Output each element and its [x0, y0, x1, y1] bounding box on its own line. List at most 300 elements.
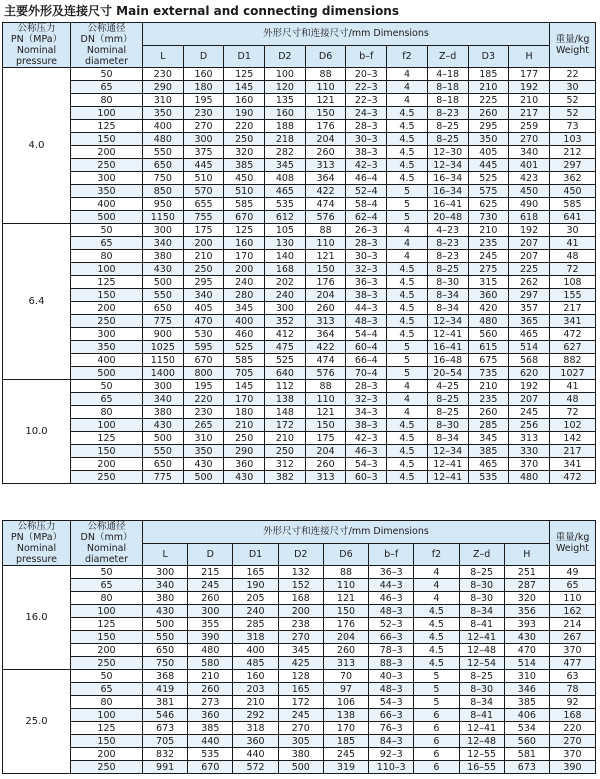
table-cell: 160: [265, 107, 306, 120]
table-cell: 4: [387, 406, 428, 419]
diameter-cell: 100: [71, 605, 143, 618]
column-header: D6: [323, 543, 368, 566]
table-cell: 210: [188, 670, 233, 683]
table-cell: 34–3: [346, 406, 387, 419]
table-cell: 370: [550, 748, 596, 761]
column-header: H: [509, 45, 550, 68]
table-cell: 8–30: [459, 592, 504, 605]
table-cell: 8–25: [459, 566, 504, 579]
diameter-cell: 50: [71, 224, 143, 237]
table-cell: 88: [305, 224, 346, 237]
table-cell: 550: [143, 146, 184, 159]
table-cell: 430: [504, 631, 549, 644]
table-header-row: [3, 23, 596, 46]
diameter-cell: 300: [71, 328, 143, 341]
table-cell: 320: [224, 146, 265, 159]
table-cell: 4.5: [414, 605, 459, 618]
table-cell: 218: [265, 133, 306, 146]
table-cell: 245: [188, 579, 233, 592]
table-cell: 210: [265, 432, 306, 445]
table-cell: 110: [305, 393, 346, 406]
table-row: [3, 120, 596, 133]
table-row: [3, 432, 596, 445]
table-cell: 58–4: [346, 198, 387, 211]
table-cell: 8–25: [459, 670, 504, 683]
table-cell: 477: [550, 657, 596, 670]
table-cell: 381: [143, 696, 188, 709]
table-cell: 30: [550, 81, 596, 94]
diameter-cell: 250: [71, 159, 143, 172]
table-row: [3, 263, 596, 276]
table-cell: 148: [265, 406, 306, 419]
table-cell: 341: [550, 315, 596, 328]
table-cell: 641: [550, 211, 596, 224]
table-row: [3, 644, 596, 657]
table-cell: 210: [468, 224, 509, 237]
table-cell: 12–48: [459, 644, 504, 657]
table-cell: 775: [143, 315, 184, 328]
table-cell: 12–54: [459, 657, 504, 670]
table-cell: 470: [183, 315, 224, 328]
table-cell: 121: [305, 94, 346, 107]
table-cell: 176: [323, 618, 368, 631]
table-cell: 282: [265, 146, 306, 159]
column-header: D1: [224, 45, 265, 68]
table-cell: 615: [468, 341, 509, 354]
table-cell: 312: [265, 458, 306, 471]
table-cell: 345: [224, 302, 265, 315]
column-header: L: [143, 45, 184, 68]
table-cell: 92: [550, 696, 596, 709]
table-cell: 168: [550, 709, 596, 722]
table-cell: 46–3: [369, 592, 414, 605]
table-cell: 250: [183, 263, 224, 276]
table-cell: 204: [305, 445, 346, 458]
table-cell: 66–3: [369, 709, 414, 722]
table-cell: 8–34: [427, 302, 468, 315]
table-body: [3, 68, 596, 484]
table-cell: 16–34: [427, 185, 468, 198]
table-row: [3, 458, 596, 471]
table-cell: 408: [265, 172, 306, 185]
table-cell: 5: [414, 683, 459, 696]
table-cell: 160: [224, 237, 265, 250]
table-cell: 300: [183, 133, 224, 146]
table-cell: 32–3: [346, 263, 387, 276]
table-cell: 175: [183, 224, 224, 237]
table-cell: 73: [550, 120, 596, 133]
table-cell: 420: [468, 302, 509, 315]
diameter-cell: 125: [71, 432, 143, 445]
table-cell: 595: [183, 341, 224, 354]
table-cell: 364: [305, 328, 346, 341]
table-cell: 514: [504, 657, 549, 670]
table-row: [3, 185, 596, 198]
table-row: [3, 198, 596, 211]
table-cell: 185: [468, 68, 509, 81]
column-header: D: [183, 45, 224, 68]
table-cell: 49: [550, 566, 596, 579]
table-cell: 465: [509, 328, 550, 341]
table-cell: 422: [305, 185, 346, 198]
table-cell: 260: [468, 107, 509, 120]
table-cell: 419: [143, 683, 188, 696]
table-row: [3, 302, 596, 315]
table-cell: 350: [468, 133, 509, 146]
table-cell: 406: [504, 709, 549, 722]
table-cell: 125: [224, 68, 265, 81]
table-cell: 16–55: [459, 761, 504, 774]
table-cell: 670: [224, 211, 265, 224]
table-cell: 292: [233, 709, 278, 722]
table-cell: 63: [550, 670, 596, 683]
table-cell: 12–41: [427, 458, 468, 471]
table-cell: 110: [550, 592, 596, 605]
table-cell: 650: [143, 458, 184, 471]
table-body: [3, 566, 596, 774]
table-row: [3, 605, 596, 618]
table-cell: 627: [550, 341, 596, 354]
table-cell: 5: [414, 670, 459, 683]
table-cell: 88: [305, 68, 346, 81]
table-cell: 382: [265, 471, 306, 484]
table-cell: 162: [550, 605, 596, 618]
table-cell: 285: [233, 618, 278, 631]
table-cell: 48: [550, 393, 596, 406]
table-row: [3, 393, 596, 406]
table-row: [3, 761, 596, 774]
table-cell: 585: [550, 198, 596, 211]
table-cell: 480: [188, 644, 233, 657]
table-cell: 300: [143, 566, 188, 579]
table-cell: 550: [143, 445, 184, 458]
table-cell: 54–3: [346, 458, 387, 471]
column-header: b–f: [346, 45, 387, 68]
table-cell: 4.5: [387, 432, 428, 445]
table-cell: 176: [305, 120, 346, 133]
table-cell: 275: [468, 263, 509, 276]
pressure-group-cell: 25.0: [3, 670, 71, 774]
diameter-cell: 400: [71, 198, 143, 211]
column-header: D2: [278, 543, 323, 566]
table-row: [3, 657, 596, 670]
table-cell: 190: [233, 579, 278, 592]
column-header: D: [188, 543, 233, 566]
table-cell: 360: [224, 458, 265, 471]
table-cell: 220: [550, 722, 596, 735]
table-cell: 4.5: [387, 328, 428, 341]
table-cell: 364: [305, 172, 346, 185]
table-row: [3, 696, 596, 709]
table-cell: 48–3: [369, 605, 414, 618]
table-cell: 313: [305, 315, 346, 328]
table-cell: 240: [224, 276, 265, 289]
table-cell: 92–3: [369, 748, 414, 761]
table-cell: 4.5: [387, 471, 428, 484]
table-cell: 4.5: [387, 445, 428, 458]
diameter-cell: 250: [71, 315, 143, 328]
table-header-row: [3, 521, 596, 544]
table-cell: 22: [550, 68, 596, 81]
table-cell: 4: [387, 81, 428, 94]
table-cell: 655: [183, 198, 224, 211]
table-cell: 550: [143, 631, 188, 644]
table-cell: 310: [143, 94, 184, 107]
table-cell: 4.5: [387, 146, 428, 159]
diameter-cell: 300: [71, 172, 143, 185]
table-cell: 475: [265, 341, 306, 354]
dimensions-group-header: 外形尺寸和连接尺寸/mm Dimensions: [143, 23, 550, 46]
table-cell: 210: [468, 81, 509, 94]
table-cell: 525: [224, 341, 265, 354]
table-cell: 4.5: [387, 263, 428, 276]
table-cell: 28–3: [346, 380, 387, 393]
table-cell: 4.5: [387, 159, 428, 172]
table-cell: 150: [305, 107, 346, 120]
table-cell: 4: [414, 579, 459, 592]
table-row: [3, 419, 596, 432]
table-cell: 225: [468, 94, 509, 107]
table-cell: 405: [183, 302, 224, 315]
table-cell: 48–3: [346, 315, 387, 328]
diameter-cell: 65: [71, 393, 143, 406]
table-cell: 450: [509, 185, 550, 198]
table-cell: 177: [509, 68, 550, 81]
table-cell: 16–41: [427, 198, 468, 211]
diameter-cell: 100: [71, 107, 143, 120]
table-cell: 1025: [143, 341, 184, 354]
table-cell: 84–3: [369, 735, 414, 748]
table-cell: 370: [509, 458, 550, 471]
table-cell: 210: [233, 696, 278, 709]
table-cell: 472: [550, 328, 596, 341]
table-cell: 422: [305, 341, 346, 354]
table-cell: 52–4: [346, 185, 387, 198]
table-row: [3, 315, 596, 328]
table-cell: 900: [143, 328, 184, 341]
table-cell: 110–3: [369, 761, 414, 774]
table-cell: 250: [224, 133, 265, 146]
table-cell: 128: [278, 670, 323, 683]
table-cell: 110: [305, 81, 346, 94]
table-cell: 4: [387, 68, 428, 81]
column-header: D2: [265, 45, 306, 68]
table-row: [3, 354, 596, 367]
table-cell: 88: [305, 380, 346, 393]
table-cell: 300: [143, 224, 184, 237]
table-cell: 210: [468, 380, 509, 393]
table-cell: 6: [414, 722, 459, 735]
table-cell: 360: [233, 735, 278, 748]
table-cell: 210: [183, 250, 224, 263]
table-row: [3, 341, 596, 354]
table-cell: 38–3: [346, 289, 387, 302]
table-cell: 217: [550, 445, 596, 458]
table-cell: 750: [143, 657, 188, 670]
table-cell: 105: [265, 224, 306, 237]
table-cell: 121: [323, 592, 368, 605]
table-cell: 155: [550, 289, 596, 302]
table-cell: 205: [233, 592, 278, 605]
table-cell: 140: [265, 250, 306, 263]
table-cell: 12–34: [427, 315, 468, 328]
table-cell: 360: [468, 289, 509, 302]
diameter-cell: 125: [71, 618, 143, 631]
table-cell: 450: [550, 185, 596, 198]
table-cell: 380: [278, 748, 323, 761]
table-cell: 670: [188, 761, 233, 774]
table-cell: 882: [550, 354, 596, 367]
table-cell: 310: [504, 670, 549, 683]
table-cell: 4: [414, 566, 459, 579]
table-cell: 300: [188, 605, 233, 618]
table-cell: 265: [183, 419, 224, 432]
table-cell: 345: [265, 159, 306, 172]
table-cell: 4: [387, 380, 428, 393]
column-header: Z–d: [427, 45, 468, 68]
table-cell: 188: [265, 120, 306, 133]
table-cell: 1150: [143, 211, 184, 224]
table-cell: 1150: [143, 354, 184, 367]
column-header: f2: [414, 543, 459, 566]
table-cell: 260: [305, 458, 346, 471]
table-cell: 270: [183, 120, 224, 133]
table-cell: 400: [233, 644, 278, 657]
table-cell: 480: [509, 471, 550, 484]
table-cell: 46–3: [346, 445, 387, 458]
table-row: [3, 618, 596, 631]
table-row: [3, 81, 596, 94]
table-cell: 245: [278, 709, 323, 722]
table-cell: 202: [265, 276, 306, 289]
table-cell: 192: [509, 81, 550, 94]
table-row: [3, 367, 596, 380]
table-cell: 5: [387, 367, 428, 380]
table-cell: 165: [278, 683, 323, 696]
table-cell: 22–3: [346, 94, 387, 107]
table-cell: 41: [550, 237, 596, 250]
table-cell: 430: [143, 605, 188, 618]
table-cell: 430: [224, 471, 265, 484]
diameter-cell: 500: [71, 367, 143, 380]
diameter-cell: 150: [71, 289, 143, 302]
table-cell: 28–3: [346, 237, 387, 250]
table-cell: 440: [188, 735, 233, 748]
table-row: [3, 133, 596, 146]
diameter-cell: 200: [71, 302, 143, 315]
table-cell: 500: [143, 276, 184, 289]
table-cell: 8–23: [427, 250, 468, 263]
table-cell: 185: [323, 735, 368, 748]
table-cell: 673: [504, 761, 549, 774]
column-header: D1: [233, 543, 278, 566]
table-cell: 375: [183, 146, 224, 159]
table-cell: 38–3: [346, 146, 387, 159]
table-cell: 313: [323, 657, 368, 670]
diameter-cell: 125: [71, 120, 143, 133]
table-cell: 8–41: [459, 709, 504, 722]
table-cell: 350: [143, 107, 184, 120]
table-cell: 650: [143, 302, 184, 315]
table-row: [3, 224, 596, 237]
table-cell: 297: [509, 289, 550, 302]
diameter-cell: 250: [71, 657, 143, 670]
table-cell: 8–23: [427, 107, 468, 120]
table-cell: 70–4: [346, 367, 387, 380]
table-cell: 38–3: [346, 419, 387, 432]
column-header: f2: [387, 45, 428, 68]
table-row: [3, 579, 596, 592]
table-cell: 287: [504, 579, 549, 592]
table-cell: 4.5: [387, 133, 428, 146]
table-cell: 313: [509, 432, 550, 445]
pressure-group-cell: 6.4: [3, 224, 71, 380]
table-cell: 380: [143, 592, 188, 605]
table-cell: 950: [143, 198, 184, 211]
table-cell: 319: [323, 761, 368, 774]
table-cell: 345: [278, 644, 323, 657]
table-cell: 280: [224, 289, 265, 302]
table-cell: 145: [224, 380, 265, 393]
table-cell: 8–34: [459, 605, 504, 618]
table-cell: 650: [143, 644, 188, 657]
table-cell: 445: [183, 159, 224, 172]
table-cell: 470: [504, 644, 549, 657]
table-cell: 430: [143, 419, 184, 432]
table-cell: 200: [278, 605, 323, 618]
table-cell: 60–4: [346, 341, 387, 354]
table-cell: 673: [143, 722, 188, 735]
table-cell: 500: [143, 432, 184, 445]
column-header: H: [504, 543, 549, 566]
table-cell: 385: [468, 445, 509, 458]
table-cell: 350: [183, 445, 224, 458]
table-cell: 195: [183, 380, 224, 393]
table-cell: 618: [509, 211, 550, 224]
table-cell: 401: [509, 159, 550, 172]
table-cell: 170: [224, 393, 265, 406]
table-cell: 28–3: [346, 120, 387, 133]
table-cell: 172: [265, 419, 306, 432]
table-cell: 245: [323, 748, 368, 761]
table-cell: 290: [224, 445, 265, 458]
diameter-cell: 125: [71, 276, 143, 289]
table-cell: 1400: [143, 367, 184, 380]
table-cell: 4.5: [414, 618, 459, 631]
table-cell: 207: [509, 393, 550, 406]
table-cell: 385: [188, 722, 233, 735]
table-cell: 430: [183, 458, 224, 471]
table-cell: 210: [224, 419, 265, 432]
diameter-cell: 150: [71, 133, 143, 146]
table-cell: 510: [183, 172, 224, 185]
table-cell: 550: [143, 289, 184, 302]
table-cell: 405: [468, 146, 509, 159]
table-cell: 235: [468, 237, 509, 250]
table-row: [3, 289, 596, 302]
table-cell: 260: [188, 592, 233, 605]
table-cell: 400: [224, 315, 265, 328]
table-cell: 385: [224, 159, 265, 172]
table-cell: 32–3: [346, 393, 387, 406]
table-cell: 675: [468, 354, 509, 367]
diameter-cell: 100: [71, 263, 143, 276]
table-cell: 850: [143, 185, 184, 198]
table-cell: 12–41: [427, 328, 468, 341]
table-cell: 390: [550, 761, 596, 774]
table-cell: 52: [550, 107, 596, 120]
table-cell: 474: [305, 198, 346, 211]
